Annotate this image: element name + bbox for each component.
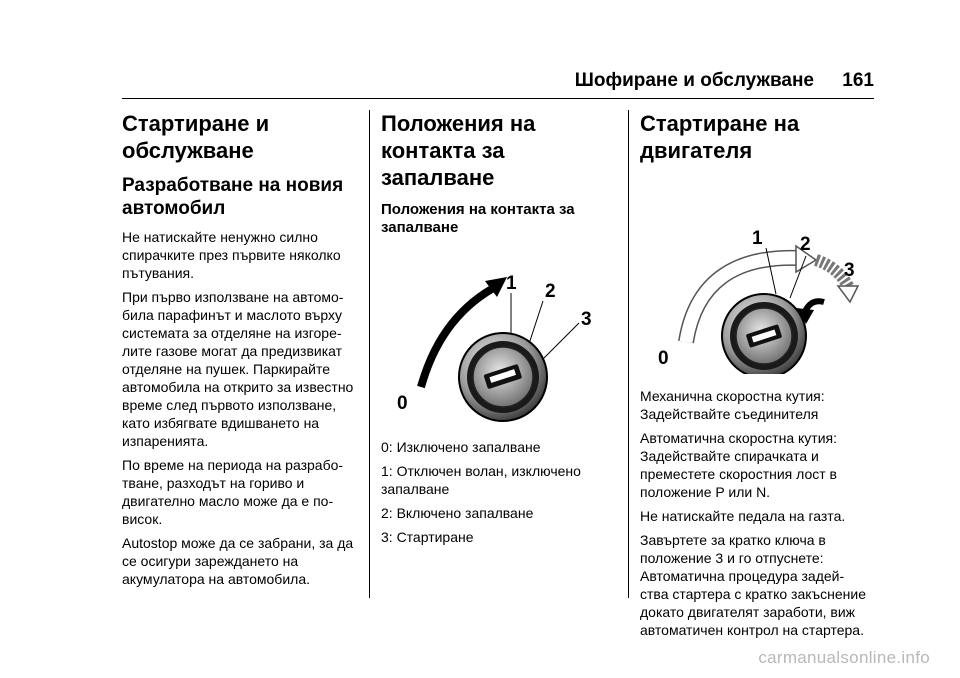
subsection-title-ignition-positions: Положения на контакта за запалване: [381, 201, 575, 236]
section-title-starting-and-maintenance: Стартиране и обслужване: [122, 111, 270, 163]
column-3: [640, 110, 876, 645]
start-zone-head: [838, 286, 858, 302]
figure-label-1: 1: [752, 228, 763, 249]
ignition-switch-illustration: [381, 245, 617, 425]
figure-label-2: 2: [800, 234, 811, 255]
paragraph: Не натискайте педала на газта.: [640, 508, 846, 524]
figure-label-3: 3: [581, 309, 592, 330]
ignition-position-2: 2: Включено запалване: [381, 505, 534, 521]
paragraph: По време на периода на разрабо- тване, разходът на гориво и двигателно масло може да е по-висок.: [122, 457, 344, 527]
engine-start-figure: [640, 174, 876, 379]
figure-label-2: 2: [545, 281, 556, 302]
leader-line-3: [539, 323, 579, 363]
section-title-starting-engine: Стартиране на двигателя: [640, 111, 800, 163]
figure-label-3: 3: [844, 260, 855, 281]
header-section-title: Шофиране и обслужване: [574, 70, 814, 91]
subsection-title-running-in: Разработване на новия автомобил: [122, 175, 344, 219]
header-rule: [122, 98, 874, 99]
section-title-ignition-positions: Положения на контакта за запалване: [381, 111, 536, 190]
column-divider-1: [369, 110, 370, 598]
ignition-position-0: 0: Изключено запалване: [381, 439, 541, 455]
column-1: [122, 110, 358, 594]
ignition-switch-figure: [381, 245, 617, 430]
figure-label-0: 0: [658, 348, 669, 369]
ignition-position-1: 1: Отключен волан, изключено запалване: [381, 463, 581, 497]
paragraph: Завъртете за кратко ключа в положение 3 и го отпуснете: Автоматична процедура задей- ства стартера с кратко закъснение докато двигателят заработи, виж автоматичен контрол на стартера.: [640, 532, 866, 638]
page-header: [122, 62, 874, 98]
column-divider-2: [628, 110, 629, 598]
watermark-text: carmanualsonline.info: [758, 648, 930, 667]
paragraph: Механична скоростна кутия: Задействайте съединителя: [640, 388, 825, 422]
engine-start-illustration: [640, 174, 876, 374]
paragraph: При първо използване на автомо- била парафинът и маслото върху системата за отделяне на изгоре- лите газове могат да предизвикат отделяне на пушек. Паркирайте автомобила на открито за известно време след първото използване, като избягвате вдишването на изпаренията.: [122, 289, 354, 449]
paragraph: Autostop може да се забрани, за да се осигури зареждането на акумулатора на автомобила.: [122, 535, 354, 587]
page-number: 161: [842, 70, 874, 91]
column-2: [381, 110, 617, 552]
paragraph: Автоматична скоростна кутия: Задействайте спирачката и преместете скоростния лост в положение P или N.: [640, 430, 837, 500]
figure-label-0: 0: [397, 393, 408, 414]
paragraph: Не натискайте ненужно силно спирачките през първите няколко пътувания.: [122, 229, 341, 281]
ignition-position-3: 3: Стартиране: [381, 529, 474, 545]
figure-label-1: 1: [506, 273, 517, 294]
